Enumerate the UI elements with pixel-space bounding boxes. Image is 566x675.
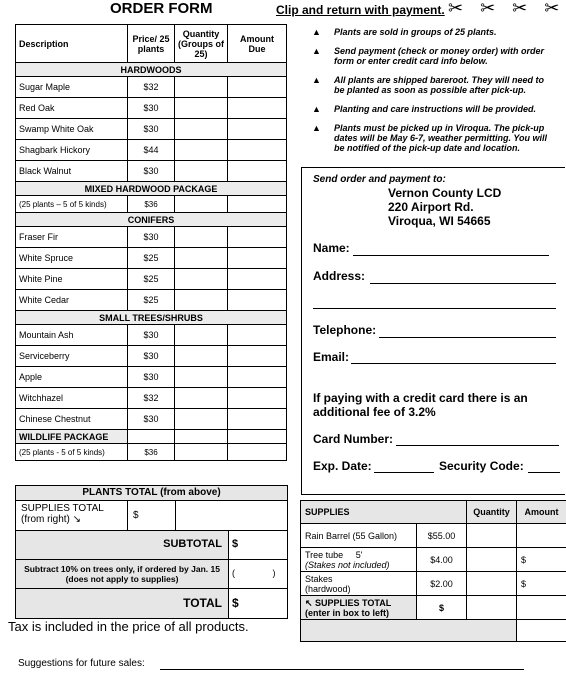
- suggestions-field[interactable]: [160, 669, 524, 670]
- discount-input[interactable]: [228, 559, 288, 589]
- item-name: Apple: [16, 367, 128, 388]
- amount-cell[interactable]: $: [517, 572, 566, 596]
- item-price: $25: [128, 290, 175, 311]
- amount-cell[interactable]: [228, 98, 287, 119]
- supplies-total-cell: [15, 500, 128, 531]
- item-price: $25: [128, 248, 175, 269]
- item-price: $30: [128, 227, 175, 248]
- email-field[interactable]: [351, 363, 556, 364]
- supplies-total-input[interactable]: $: [417, 596, 467, 620]
- blank-cell: [517, 596, 566, 620]
- table-row: [301, 620, 566, 642]
- item-price: $36: [128, 444, 175, 461]
- item-name: Witchhazel: [16, 388, 128, 409]
- subtotal-cell: [15, 530, 229, 560]
- quantity-cell[interactable]: [175, 227, 228, 248]
- table-row: [301, 548, 566, 572]
- table-row: [16, 325, 287, 346]
- credit-card-note: If paying with a credit card there is an additional fee of 3.2%: [313, 391, 528, 419]
- quantity-cell[interactable]: [175, 119, 228, 140]
- amount-cell[interactable]: [228, 367, 287, 388]
- triangle-icon: ▲: [312, 123, 321, 133]
- table-row: [16, 140, 287, 161]
- item-price: $30: [128, 346, 175, 367]
- supplies-header: [301, 501, 566, 524]
- supply-name: Stakes: [305, 573, 333, 584]
- table-row: [301, 524, 566, 548]
- quantity-cell[interactable]: [175, 444, 228, 461]
- supplies-total-input[interactable]: [127, 500, 176, 531]
- table-row: [16, 77, 287, 98]
- telephone-label: Telephone:: [313, 323, 377, 337]
- supplies-table: [300, 500, 566, 642]
- amount-cell[interactable]: [228, 444, 287, 461]
- item-name: Black Walnut: [16, 161, 128, 182]
- address-line-3: Viroqua, WI 54665: [388, 214, 491, 228]
- quantity-cell[interactable]: [467, 572, 517, 596]
- table-row: [16, 290, 287, 311]
- payment-form-box: [301, 167, 565, 495]
- amount-cell[interactable]: [228, 248, 287, 269]
- item-name: Sugar Maple: [16, 77, 128, 98]
- scissors-icon: ✂ ✂ ✂ ✂: [448, 0, 566, 18]
- subtotal-label: SUBTOTAL: [163, 538, 222, 550]
- item-name: White Spruce: [16, 248, 128, 269]
- quantity-cell[interactable]: [175, 325, 228, 346]
- item-price: $36: [128, 196, 175, 213]
- amount-cell[interactable]: [228, 346, 287, 367]
- item-name: Red Oak: [16, 98, 128, 119]
- blank-cell: [301, 620, 517, 642]
- table-row: [16, 161, 287, 182]
- triangle-icon: ▲: [312, 46, 321, 56]
- quantity-cell[interactable]: [175, 77, 228, 98]
- quantity-cell[interactable]: [175, 409, 228, 430]
- list-item: [312, 27, 557, 37]
- dollar-sign: $: [232, 538, 239, 550]
- item-name: Fraser Fir: [16, 227, 128, 248]
- supply-price: $4.00: [417, 548, 467, 572]
- item-price: $30: [128, 409, 175, 430]
- amount-header: Amount: [517, 501, 566, 524]
- amount-cell[interactable]: [228, 227, 287, 248]
- table-row: [301, 572, 566, 596]
- discount-paren: ( ): [232, 568, 276, 578]
- quantity-header: Quantity: [467, 501, 517, 524]
- name-field[interactable]: [353, 255, 549, 256]
- quantity-cell[interactable]: [175, 388, 228, 409]
- amount-cell[interactable]: [228, 140, 287, 161]
- address-line-1: Vernon County LCD: [388, 186, 502, 200]
- supply-note: (Stakes not included): [305, 559, 390, 570]
- item-price: $44: [128, 140, 175, 161]
- discount-cell: [15, 559, 229, 589]
- table-row: [16, 196, 287, 213]
- section-mixed-hardwood: MIXED HARDWOOD PACKAGE: [16, 182, 287, 196]
- address-field-2[interactable]: [313, 308, 556, 309]
- amount-cell[interactable]: [228, 196, 287, 213]
- telephone-field[interactable]: [379, 337, 556, 338]
- section-conifers: CONIFERS: [16, 213, 287, 227]
- amount-cell[interactable]: [228, 77, 287, 98]
- total-input[interactable]: [228, 588, 288, 619]
- amount-cell[interactable]: [228, 290, 287, 311]
- supply-price: $2.00: [417, 572, 467, 596]
- card-number-label: Card Number:: [313, 432, 394, 446]
- item-price: $25: [128, 269, 175, 290]
- supplies-total-label: SUPPLIES TOTAL (from right) ↘: [21, 503, 104, 525]
- security-code-label: Security Code:: [439, 459, 524, 473]
- quantity-cell[interactable]: [175, 290, 228, 311]
- table-row: [16, 119, 287, 140]
- item-price: $32: [128, 77, 175, 98]
- name-label: Name:: [313, 241, 350, 255]
- exp-date-label: Exp. Date:: [313, 459, 372, 473]
- supplies-total-row: [301, 596, 566, 620]
- blank-cell: [467, 596, 517, 620]
- table-row: [16, 269, 287, 290]
- list-item: [312, 75, 557, 95]
- table-row: [16, 367, 287, 388]
- quantity-cell[interactable]: [175, 140, 228, 161]
- item-price: $30: [128, 367, 175, 388]
- list-item-text: Plants must be picked up in Viroqua. The pick-up dates will be May 6-7, weather permitting. You will be notified of the pick-up date and location.: [334, 123, 548, 153]
- item-name: White Cedar: [16, 290, 128, 311]
- item-name: Mountain Ash: [16, 325, 128, 346]
- supplies-header-label: SUPPLIES: [301, 501, 467, 524]
- item-name: Serviceberry: [16, 346, 128, 367]
- item-name: White Pine: [16, 269, 128, 290]
- amount-cell[interactable]: [228, 269, 287, 290]
- triangle-icon: ▲: [312, 27, 321, 37]
- total-label: TOTAL: [183, 596, 222, 610]
- amount-cell[interactable]: [228, 409, 287, 430]
- discount-note: Subtract 10% on trees only, if ordered by Jan. 15 (does not apply to supplies): [24, 564, 220, 584]
- table-row: [16, 227, 287, 248]
- supply-note: (hardwood): [305, 583, 351, 594]
- item-name: (25 plants - 5 of 5 kinds): [16, 444, 128, 461]
- item-price: $30: [128, 98, 175, 119]
- amount-header: Amount Due: [228, 25, 287, 63]
- amount-cell[interactable]: [517, 524, 566, 548]
- amount-cell[interactable]: [228, 325, 287, 346]
- list-item-text: Plants are sold in groups of 25 plants.: [334, 27, 497, 37]
- item-price: $32: [128, 388, 175, 409]
- address-label: Address:: [313, 269, 366, 283]
- item-price: $30: [128, 119, 175, 140]
- quantity-cell[interactable]: [175, 367, 228, 388]
- send-heading: Send order and payment to:: [313, 174, 446, 185]
- triangle-icon: ▲: [312, 75, 321, 85]
- quantity-cell[interactable]: [175, 98, 228, 119]
- order-table-header: [16, 25, 287, 63]
- list-item-text: Send payment (check or money order) with order form or enter credit card info below.: [334, 46, 545, 66]
- table-row: [16, 444, 287, 461]
- instructions-list: [312, 27, 557, 162]
- supplies-total-sub: (enter in box to left): [305, 607, 389, 618]
- page-title: ORDER FORM: [110, 0, 213, 17]
- security-code-field[interactable]: [528, 472, 560, 473]
- supply-name: Rain Barrel (55 Gallon): [301, 524, 417, 548]
- order-table: [15, 24, 287, 461]
- blank-cell: [517, 620, 566, 642]
- section-hardwoods: HARDWOODS: [16, 63, 287, 77]
- item-name: Chinese Chestnut: [16, 409, 128, 430]
- price-header: Price/ 25 plants: [128, 25, 175, 63]
- table-row: [16, 346, 287, 367]
- amount-cell[interactable]: [228, 119, 287, 140]
- address-line-2: 220 Airport Rd.: [388, 200, 474, 214]
- exp-date-field[interactable]: [374, 472, 434, 473]
- list-item: [312, 46, 557, 66]
- item-name: (25 plants – 5 of 5 kinds): [16, 196, 128, 213]
- amount-cell[interactable]: [228, 161, 287, 182]
- table-row: [16, 248, 287, 269]
- list-item: [312, 104, 557, 114]
- supply-price: $55.00: [417, 524, 467, 548]
- subtotal-input[interactable]: [228, 530, 288, 560]
- item-price: $30: [128, 325, 175, 346]
- list-item-text: All plants are shipped bareroot. They will need to be planted as soon as possible after pick-up.: [334, 75, 545, 95]
- table-row: [16, 98, 287, 119]
- blank-cell: [175, 500, 288, 531]
- amount-cell[interactable]: $: [517, 548, 566, 572]
- item-name: Shagbark Hickory: [16, 140, 128, 161]
- quantity-cell[interactable]: [467, 548, 517, 572]
- triangle-icon: ▲: [312, 104, 321, 114]
- supplies-total-label: ↖ SUPPLIES TOTAL: [305, 597, 392, 608]
- quantity-cell[interactable]: [175, 346, 228, 367]
- supplies-total-cell: [301, 596, 417, 620]
- table-row: [16, 388, 287, 409]
- total-cell: [15, 588, 229, 619]
- item-price: $30: [128, 161, 175, 182]
- supply-name-cell: [301, 548, 417, 572]
- quantity-cell[interactable]: [175, 269, 228, 290]
- section-small-trees: SMALL TREES/SHRUBS: [16, 311, 287, 325]
- description-header: Description: [16, 25, 128, 63]
- email-label: Email:: [313, 350, 350, 364]
- tax-note: Tax is included in the price of all products.: [8, 619, 249, 634]
- plants-total-bar: [15, 485, 288, 501]
- quantity-cell[interactable]: [175, 248, 228, 269]
- supply-name: Tree tube 5': [305, 549, 363, 560]
- dollar-sign: $: [133, 510, 139, 521]
- list-item-text: Planting and care instructions will be provided.: [334, 104, 537, 114]
- section-wildlife: WILDLIFE PACKAGE: [16, 430, 128, 444]
- table-row: [16, 409, 287, 430]
- plants-total-label: PLANTS TOTAL (from above): [82, 487, 221, 498]
- quantity-cell[interactable]: [175, 196, 228, 213]
- quantity-cell[interactable]: [467, 524, 517, 548]
- quantity-header: Quantity (Groups of 25): [175, 25, 228, 63]
- supply-name-cell: [301, 572, 417, 596]
- suggestions-label: Suggestions for future sales:: [18, 658, 145, 669]
- amount-cell[interactable]: [228, 388, 287, 409]
- item-name: Swamp White Oak: [16, 119, 128, 140]
- address-field[interactable]: [370, 283, 556, 284]
- dollar-sign: $: [232, 596, 239, 610]
- list-item: [312, 123, 557, 153]
- quantity-cell[interactable]: [175, 161, 228, 182]
- clip-instruction: Clip and return with payment.: [276, 3, 445, 17]
- card-number-field[interactable]: [396, 445, 559, 446]
